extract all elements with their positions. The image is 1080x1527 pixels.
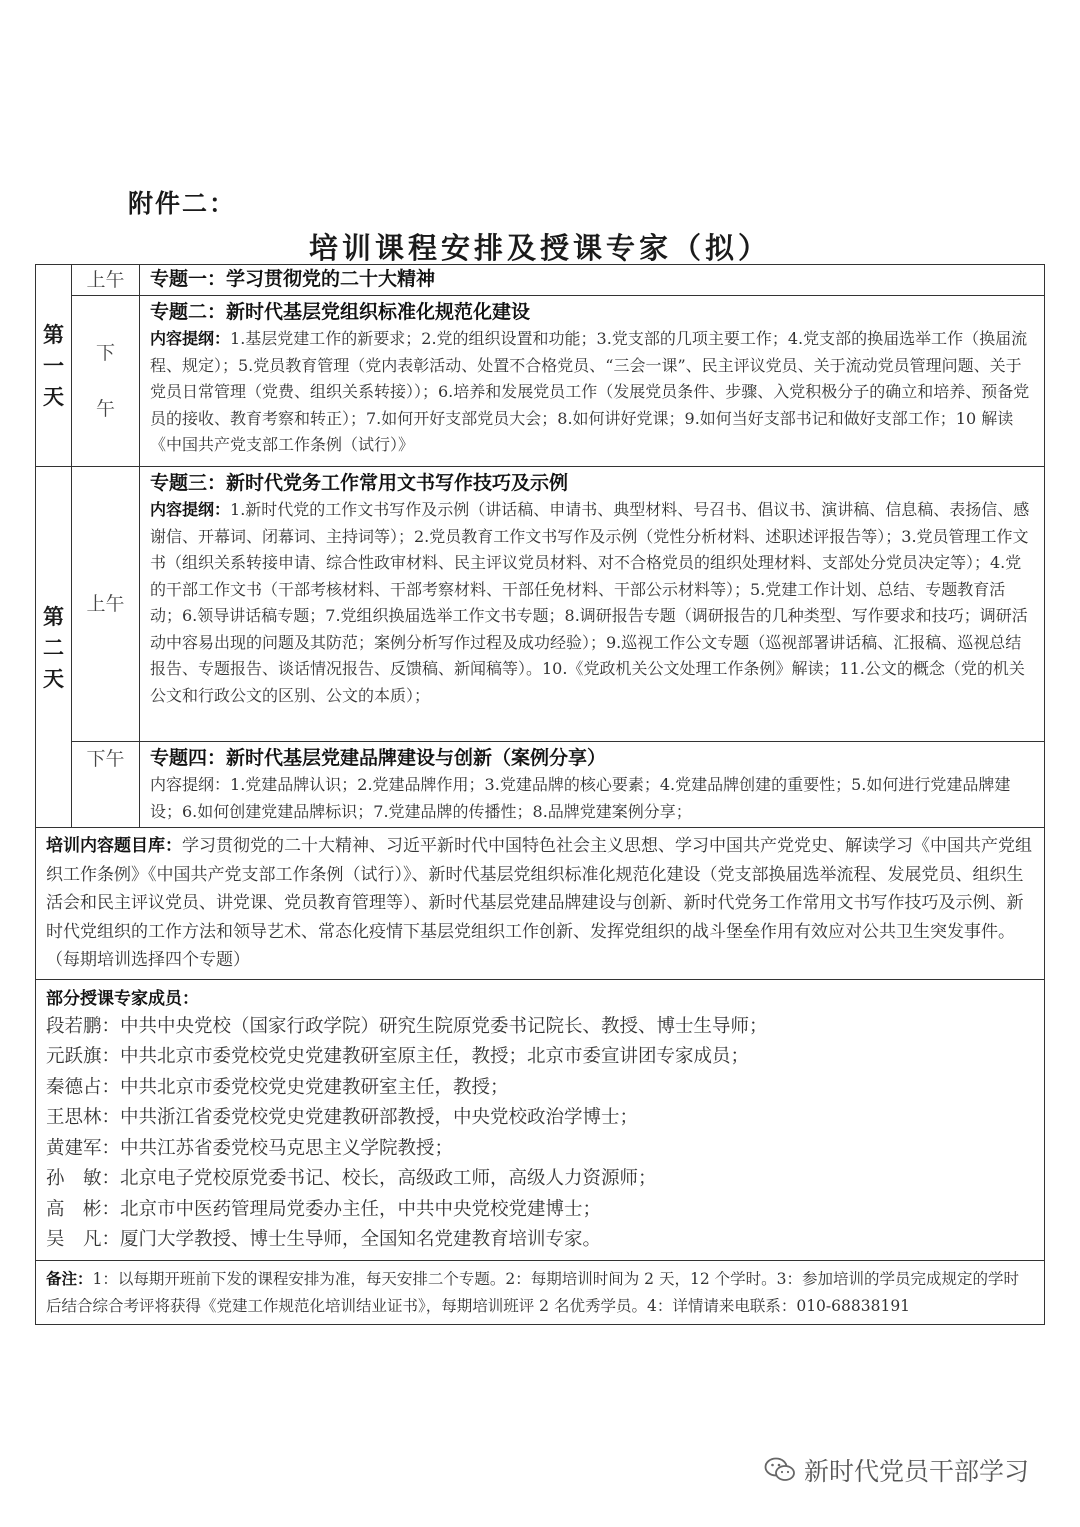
expert-desc: 厦门大学教授、博士生导师，全国知名党建教育培训专家。 <box>120 1229 602 1250</box>
session-time: 下午 <box>72 742 140 828</box>
experts-label: 部分授课专家成员： <box>46 988 199 1009</box>
expert-item <box>46 1225 1034 1256</box>
topic-outline <box>150 497 1034 709</box>
expert-item <box>46 1195 1034 1226</box>
expert-desc: 中共北京市委党校党史党建教研室原主任，教授；北京市委宣讲团专家成员； <box>120 1046 750 1067</box>
day-label <box>36 265 72 467</box>
expert-item <box>46 1103 1034 1134</box>
session-time <box>72 296 140 467</box>
expert-item <box>46 1073 1034 1104</box>
outline-text: 1.新时代党的工作文书写作及示例（讲话稿、申请书、典型材料、号召书、倡议书、演讲稿、信息稿、表扬信、感谢信、开幕词、闭幕词、主持词等）；2.党员教育工作文书写作及示例（党性分析材料、述职述评报告等）；3.党员管理工作文书（组织关系转接申请、综合性政审材料、民主评议党员材料、对不合格党员的组织处理材料、支部处分党员决定等）；4.党的干部工作文书（干部考核材料、干部考察材料、干部任免材料、干部公示材料等）；5.党建工作计划、总结、专题教育活动；6.领导讲话稿专题；7.党组织换届选举工作文书专题；8.调研报告专题（调研报告的几种类型、写作要求和技巧；调研活动中容易出现的问题及其防范；案例分析写作过程及成功经验）；9.巡视工作公文专题（巡视部署讲话稿、汇报稿、巡视总结报告、专题报告、谈话情况报告、反馈稿、新闻稿等）。10.《党政机关公文处理工作条例》解读；11.公文的概念（党的机关公文和行政公文的区别、公文的本质）； <box>150 500 1030 705</box>
outline-text: 1.基层党建工作的新要求；2.党的组织设置和功能；3.党支部的几项主要工作；4.党支部的换届选举工作（换届流程、规定）；5.党员教育管理（党内表彰活动、处置不合格党员、“三会一课”、民主评议党员、关于流动党员管理问题、关于党员日常管理（党费、组织关系转接））；6.培养和发展党员工作（发展党员条件、步骤、入党积极分子的确立和培养、预备党员的接收、教育考察和转正）；7.如何开好支部党员大会；8.如何讲好党课；9.如何当好支部书记和做好支部工作；10 解读《中国共产党支部工作条例（试行）》 <box>150 329 1030 454</box>
remarks-label: 备注： <box>46 1268 93 1288</box>
expert-item <box>46 1164 1034 1195</box>
table-row <box>36 265 1045 296</box>
day-label <box>36 467 72 828</box>
table-row <box>36 828 1045 980</box>
table-row <box>36 979 1045 1260</box>
expert-name: 王思林： <box>46 1107 121 1128</box>
topic-title: 专题四：新时代基层党建品牌建设与创新（案例分享） <box>150 747 607 769</box>
wechat-icon <box>764 1456 796 1484</box>
day-one-label: 第 一 天 <box>43 322 64 409</box>
expert-item <box>46 1012 1034 1043</box>
remarks-text: 1：以每期开班前下发的课程安排为准，每天安排二个专题。2：每期培训时间为 2 天，12 个学时。3：参加培训的学员完成规定的学时后结合综合考评将获得《党建工作规范化培训结业证书》，每期培训班评 2 名优秀学员。4：详情请来电联系：010-68838191 <box>46 1269 1019 1315</box>
table-row <box>36 296 1045 467</box>
expert-name: 段若鹏： <box>46 1015 121 1037</box>
expert-name: 孙 敏： <box>46 1168 121 1189</box>
topic-title: 专题二：新时代基层党组织标准化规范化建设 <box>150 301 531 323</box>
outline-label: 内容提纲： <box>150 500 231 519</box>
topic-outline <box>150 326 1034 459</box>
expert-list <box>46 1012 1034 1256</box>
table-row <box>36 742 1045 828</box>
topic-bank-label: 培训内容题目库： <box>46 836 182 856</box>
session-time: 上午 <box>72 265 140 296</box>
expert-name: 元跃旗： <box>46 1046 121 1067</box>
watermark-text: 新时代党员干部学习 <box>804 1457 1030 1486</box>
topic-bank-text: 学习贯彻党的二十大精神、习近平新时代中国特色社会主义思想、学习中国共产党党史、解读学习《中国共产党组织工作条例》《中国共产党支部工作条例（试行）》、新时代基层党组织标准化规范化建设（党支部换届选举流程、发展党员、组织生活会和民主评议党员、讲党课、党员教育管理等）、新时代基层党建品牌建设与创新、新时代党务工作常用文书写作技巧及示例、新时代党组织的工作方法和领导艺术、常态化疫情下基层党组织工作创新、发挥党组织的战斗堡垒作用有效应对公共卫生突发事件。（每期培训选择四个专题） <box>46 836 1032 970</box>
expert-desc: 中共浙江省委党校党史党建教研部教授，中央党校政治学博士； <box>120 1107 639 1128</box>
expert-desc: 北京电子党校原党委书记、校长，高级政工师，高级人力资源师； <box>120 1168 657 1189</box>
expert-name: 高 彬： <box>46 1198 121 1220</box>
attachment-label: 附件二： <box>128 189 237 218</box>
session-time: 上午 <box>72 467 140 742</box>
table-row <box>36 467 1045 742</box>
outline-text: 1.党建品牌认识；2.党建品牌作用；3.党建品牌的核心要素；4.党建品牌创建的重要性；5.如何进行党建品牌建设；6.如何创建党建品牌标识；7.党建品牌的传播性；8.品牌党建案例分享； <box>150 775 1011 821</box>
expert-item <box>46 1042 1034 1073</box>
expert-desc: 北京市中医药管理局党委办主任，中共中央党校党建博士； <box>120 1198 602 1220</box>
schedule-table <box>35 264 1045 1325</box>
expert-name: 吴 凡： <box>46 1229 121 1250</box>
watermark <box>764 1452 1029 1488</box>
expert-desc: 中共北京市委党校党史党建教研室主任，教授； <box>120 1076 509 1098</box>
day-two-label: 第 二 天 <box>43 603 64 691</box>
expert-name: 秦德占： <box>46 1076 121 1098</box>
topic-outline <box>150 772 1034 825</box>
topic-title: 专题三：新时代党务工作常用文书写作技巧及示例 <box>150 472 569 494</box>
expert-name: 黄建军： <box>46 1137 121 1159</box>
session-time-vertical: 下 午 <box>95 342 115 420</box>
outline-label: 内容提纲： <box>150 775 231 794</box>
topic-title: 专题一：学习贯彻党的二十大精神 <box>150 268 436 290</box>
expert-item <box>46 1134 1034 1165</box>
table-row <box>36 1260 1045 1324</box>
expert-desc: 中共江苏省委党校马克思主义学院教授； <box>120 1137 454 1159</box>
expert-desc: 中共中央党校（国家行政学院）研究生院原党委书记院长、教授、博士生导师； <box>120 1015 768 1037</box>
document-title: 培训课程安排及授课专家（拟） <box>308 231 771 265</box>
outline-label: 内容提纲： <box>150 329 231 348</box>
